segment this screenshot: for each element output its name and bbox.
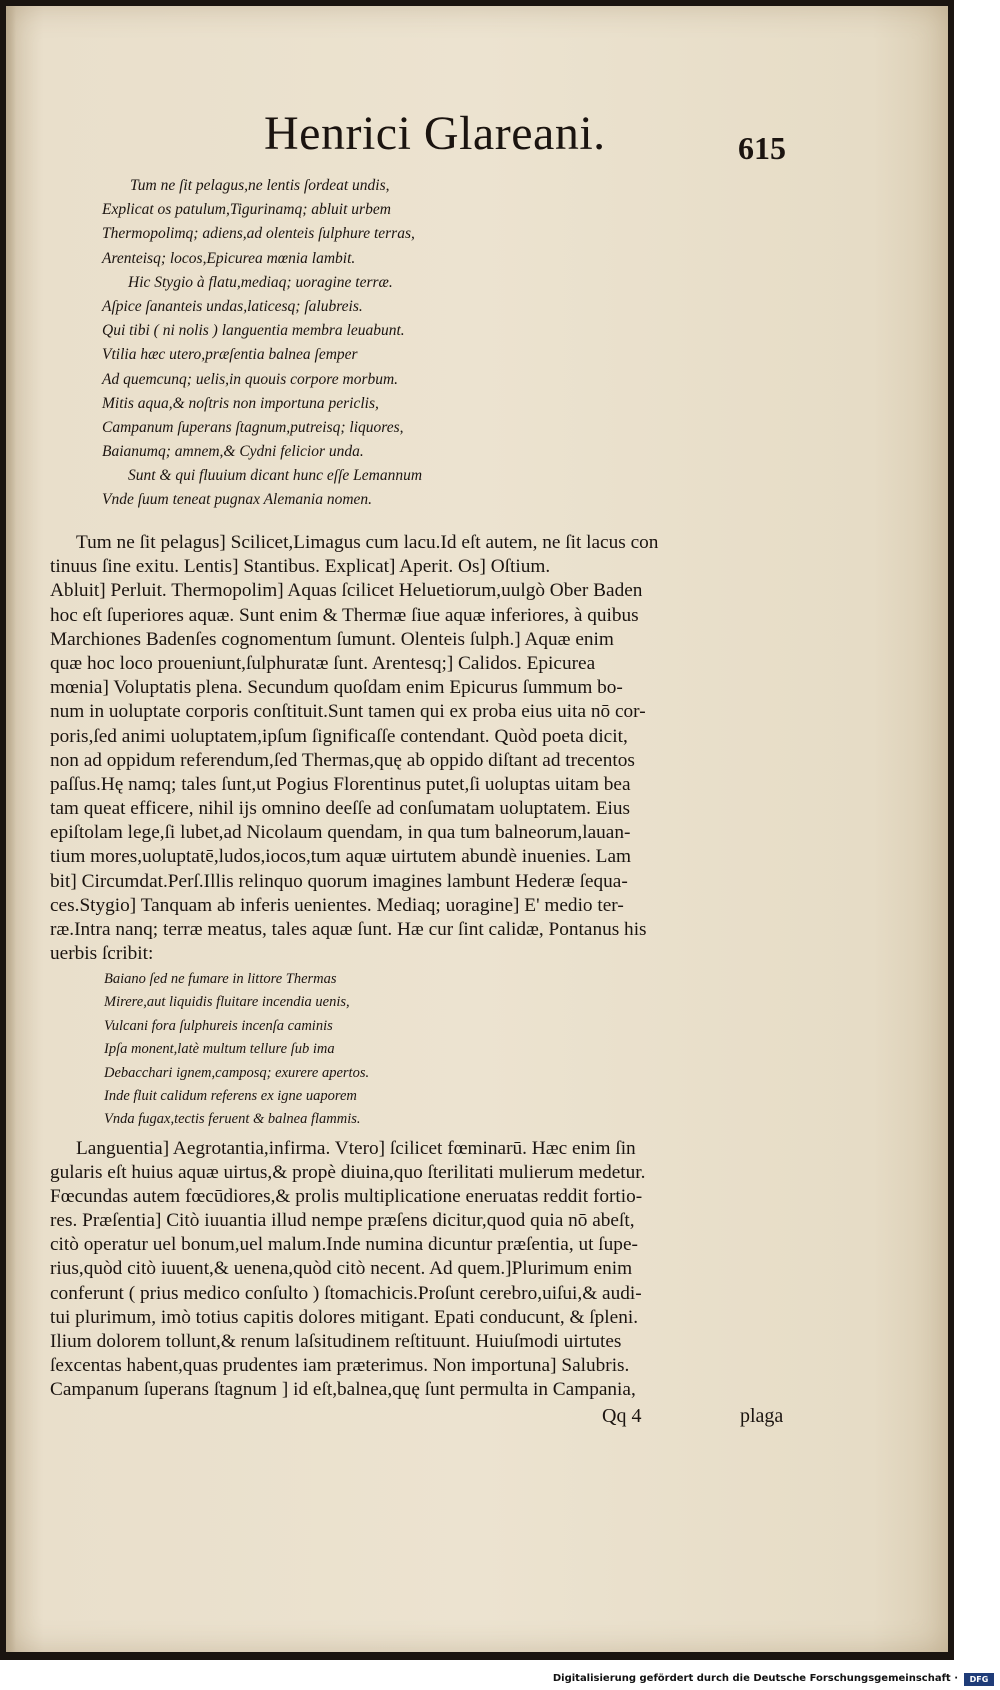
commentary-line: conferunt ( prius medico conſulto ) ſtomachicis.Proſunt cerebro,uiſui,& audi- xyxy=(50,1282,642,1304)
commentary-line: gularis eſt huius aquæ uirtus,& propè diuina,quo ſterilitati mulierum medetur. xyxy=(50,1162,646,1184)
commentary-line: poris,ſed animi uoluptatem,ipſum ſignificaſſe contendant. Quòd poeta dicit, xyxy=(50,725,628,747)
poem-line: Vtilia hæc utero,præſentia balnea ſemper xyxy=(102,346,358,364)
commentary-line: non ad oppidum referendum,ſed Thermas,quę ab oppido diſtant ad trecentos xyxy=(50,749,635,771)
commentary-line: quæ hoc loco proueniunt,ſulphuratæ ſunt. Arentesq;] Calidos. Epicurea xyxy=(50,652,596,674)
commentary-line: hoc eſt ſuperiores aquæ. Sunt enim & Thermæ ſiue aquæ inferiores, à quibus xyxy=(50,604,639,626)
commentary-line: ces.Stygio] Tanquam ab inferis uenientes. Mediaq; uoragine] E' medio ter- xyxy=(50,894,624,916)
poem-line: Qui tibi ( ni nolis ) languentia membra leuabunt. xyxy=(102,322,405,340)
book-page xyxy=(6,6,948,1652)
quote-line: Ipſa monent,latè multum tellure ſub ima xyxy=(104,1041,335,1058)
commentary-line: epiſtolam lege,ſi lubet,ad Nicolaum quendam, in qua tum balneorum,lauan- xyxy=(50,822,631,844)
commentary-line: citò operatur uel bonum,uel malum.Inde numina dicuntur præſentia, ut ſupe- xyxy=(50,1234,638,1256)
commentary-line: Campanum ſuperans ſtagnum ] id eſt,balnea,quę ſunt permulta in Campania, xyxy=(50,1378,636,1400)
quote-line: Debacchari ignem,camposq; exurere apertos. xyxy=(104,1064,370,1081)
commentary-line: num in uoluptate corporis conſtituit.Sunt tamen qui ex proba eius uita nō cor- xyxy=(50,701,646,723)
digitization-footer xyxy=(0,1672,1000,1690)
commentary-line: bit] Circumdat.Perſ.Illis relinquo quorum imagines lambunt Hederæ ſequa- xyxy=(50,870,628,892)
commentary-line: tam queat efficere, nihil ijs omnino deeſſe ad conſumatam uoluptatem. Eius xyxy=(50,798,631,820)
quote-line: Vulcani fora ſulphureis incenſa caminis xyxy=(104,1017,333,1034)
commentary-line: Ilium dolorem tollunt,& renum laſsitudinem reſtituunt. Huiuſmodi uirtutes xyxy=(50,1330,622,1352)
commentary-line: Marchiones Badenſes cognomentum ſumunt. Olenteis ſulph.] Aquæ enim xyxy=(50,628,614,650)
poem-line: Aſpice ſananteis undas,laticesq; ſalubreis. xyxy=(102,297,363,315)
page-gutter xyxy=(6,6,16,1652)
poem-line: Campanum ſuperans ſtagnum,putreisq; liquores, xyxy=(102,418,404,436)
commentary-line: paſſus.Hę namq; tales ſunt,ut Pogius Florentinus putet,ſi uoluptas uitam bea xyxy=(50,773,631,795)
commentary-line: Tum ne ſit pelagus] Scilicet,Limagus cum lacu.Id eſt autem, ne ſit lacus con xyxy=(76,532,659,553)
commentary-line: mœnia] Voluptatis plena. Secundum quoſdam enim Epicurus ſummum bo- xyxy=(50,677,623,699)
quote-line: Inde fluit calidum referens ex igne uaporem xyxy=(104,1087,357,1104)
poem-line: Thermopolimq; adiens,ad olenteis ſulphure terras, xyxy=(102,225,415,243)
commentary-line: ſexcentas habent,quas prudentes iam præterimus. Non importuna] Salubris. xyxy=(50,1354,630,1376)
commentary-line: ræ.Intra nanq; terræ meatus, tales aquæ ſunt. Hæ cur ſint calidæ, Pontanus his xyxy=(50,919,647,940)
commentary-line: Abluit] Perluit. Thermopolim] Aquas ſcilicet Heluetiorum,uulgò Ober Baden xyxy=(50,580,643,602)
poem-line: Mitis aqua,& noſtris non importuna periclis, xyxy=(102,394,379,412)
poem-line: Vnde ſuum teneat pugnax Alemania nomen. xyxy=(102,491,373,509)
running-head-title: Henrici Glareani. xyxy=(264,107,606,160)
poem-line: Baianumq; amnem,& Cydni felicior unda. xyxy=(102,443,364,461)
commentary-line: res. Præſentia] Citò iuuantia illud nempe præſens dicitur,quod quia nō abeſt, xyxy=(50,1210,635,1232)
quote-line: Vnda fugax,tectis feruent & balnea flammis. xyxy=(104,1111,361,1128)
poem-line: Explicat os patulum,Tigurinamq; abluit urbem xyxy=(102,201,391,219)
commentary-line: tui plurimum, imò totius capitis dolores mitigant. Epati conducunt, & ſpleni. xyxy=(50,1306,639,1328)
commentary-line: Fœcundas autem fœcūdiores,& prolis multiplicatione eneruatas reddit fortio- xyxy=(50,1186,643,1208)
catchword: plaga xyxy=(740,1405,784,1427)
digitization-note: Digitalisierung gefördert durch die Deutsche Forschungsgemeinschaft · xyxy=(552,1673,958,1684)
folio-number: 615 xyxy=(738,130,786,166)
commentary-line: rius,quòd citò iuuent,& uenena,quòd citò necent. Ad quem.]Plurimum enim xyxy=(50,1258,633,1280)
dfg-logo: DFG xyxy=(964,1673,994,1686)
pontanus-quote-block xyxy=(104,968,704,1132)
signature-mark: Qq 4 xyxy=(602,1405,642,1427)
poem-block xyxy=(102,174,702,513)
commentary-line: tium mores,uoluptatē,ludos,iocos,tum aquæ uirtutem abundè inuenies. Lam xyxy=(50,846,632,868)
quote-line: Mirere,aut liquidis fluitare incendia uenis, xyxy=(104,994,350,1011)
commentary-line: uerbis ſcribit: xyxy=(50,943,154,965)
commentary-line: tinuus ſine exitu. Lentis] Stantibus. Explicat] Aperit. Os] Oſtium. xyxy=(50,556,551,578)
poem-line: Ad quemcunq; uelis,in quouis corpore morbum. xyxy=(102,370,399,388)
commentary-line: Languentia] Aegrotantia,infirma. Vtero] ſcilicet fœminarū. Hæc enim ſin xyxy=(76,1138,636,1159)
commentary-block-2 xyxy=(50,1137,798,1402)
poem-line: Hic Stygio à flatu,mediaq; uoragine terræ. xyxy=(128,273,393,291)
commentary-block xyxy=(50,531,798,966)
poem-line: Sunt & qui fluuium dicant hunc eſſe Lemannum xyxy=(128,467,423,485)
poem-line: Arenteisq; locos,Epicurea mœnia lambit. xyxy=(102,249,356,267)
poem-line: Tum ne ſit pelagus,ne lentis ſordeat undis, xyxy=(130,177,390,194)
quote-line: Baiano ſed ne fumare in littore Thermas xyxy=(104,971,337,987)
